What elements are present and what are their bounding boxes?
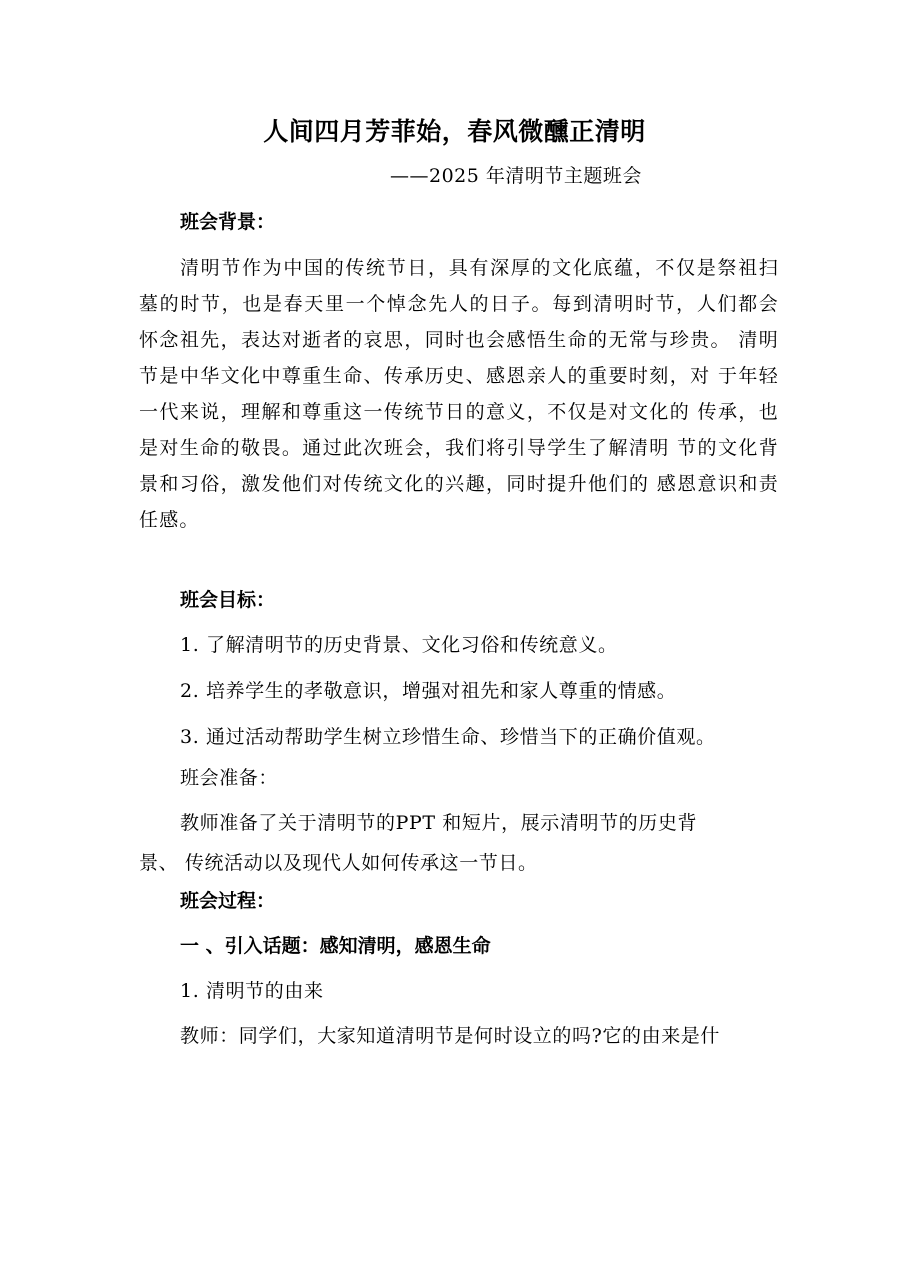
background-heading: 班会背景： bbox=[180, 211, 276, 233]
section1-heading: 一 、引入话题：感知清明，感恩生命 bbox=[180, 935, 491, 957]
goals-heading: 班会目标： bbox=[180, 589, 276, 611]
preparation-heading: 班会准备： bbox=[180, 767, 279, 789]
document-subtitle: ——2025 年清明节主题班会 bbox=[390, 165, 642, 187]
background-paragraph: 清明节作为中国的传统节日，具有深厚的文化底蕴，不仅是祭祖扫墓的时节，也是春天里一个悼念先人的日子。每到清明时节，人们都会怀念祖先，表达对逝者的哀思，同时也会感悟生命的无常与珍贵。 清明节是中华文化中尊重生命、传承历史、感恩亲人的重要时刻，对 于年轻一代来说，理解和尊重这一传统节日的意义，不仅是对文化的 传承，也是对生命的敬畏。通过此次班会，我们将引导学生了解清明 节的文化背景和习俗，激发他们对传统文化的兴趣，同时提升他们的 感恩意识和责任感。 bbox=[139, 257, 779, 531]
goal-item-3: 3. 通过活动帮助学生树立珍惜生命、珍惜当下的正确价值观。 bbox=[180, 726, 716, 748]
document-title: 人间四月芳菲始，春风微醺正清明 bbox=[263, 117, 646, 146]
preparation-line-1: 教师准备了关于清明节的PPT 和短片，展示清明节的历史背 bbox=[180, 812, 698, 834]
goal-item-1: 1. 了解清明节的历史背景、文化习俗和传统意义。 bbox=[180, 634, 618, 656]
goal-item-2: 2. 培养学生的孝敬意识，增强对祖先和家人尊重的情感。 bbox=[180, 680, 677, 702]
preparation-line-2: 景、 传统活动以及现代人如何传承这一节日。 bbox=[139, 852, 538, 874]
process-heading: 班会过程： bbox=[180, 890, 276, 912]
section1-subheading: 1. 清明节的由来 bbox=[180, 980, 324, 1002]
teacher-line: 教师：同学们，大家知道清明节是何时设立的吗?它的由来是什 bbox=[180, 1025, 720, 1047]
